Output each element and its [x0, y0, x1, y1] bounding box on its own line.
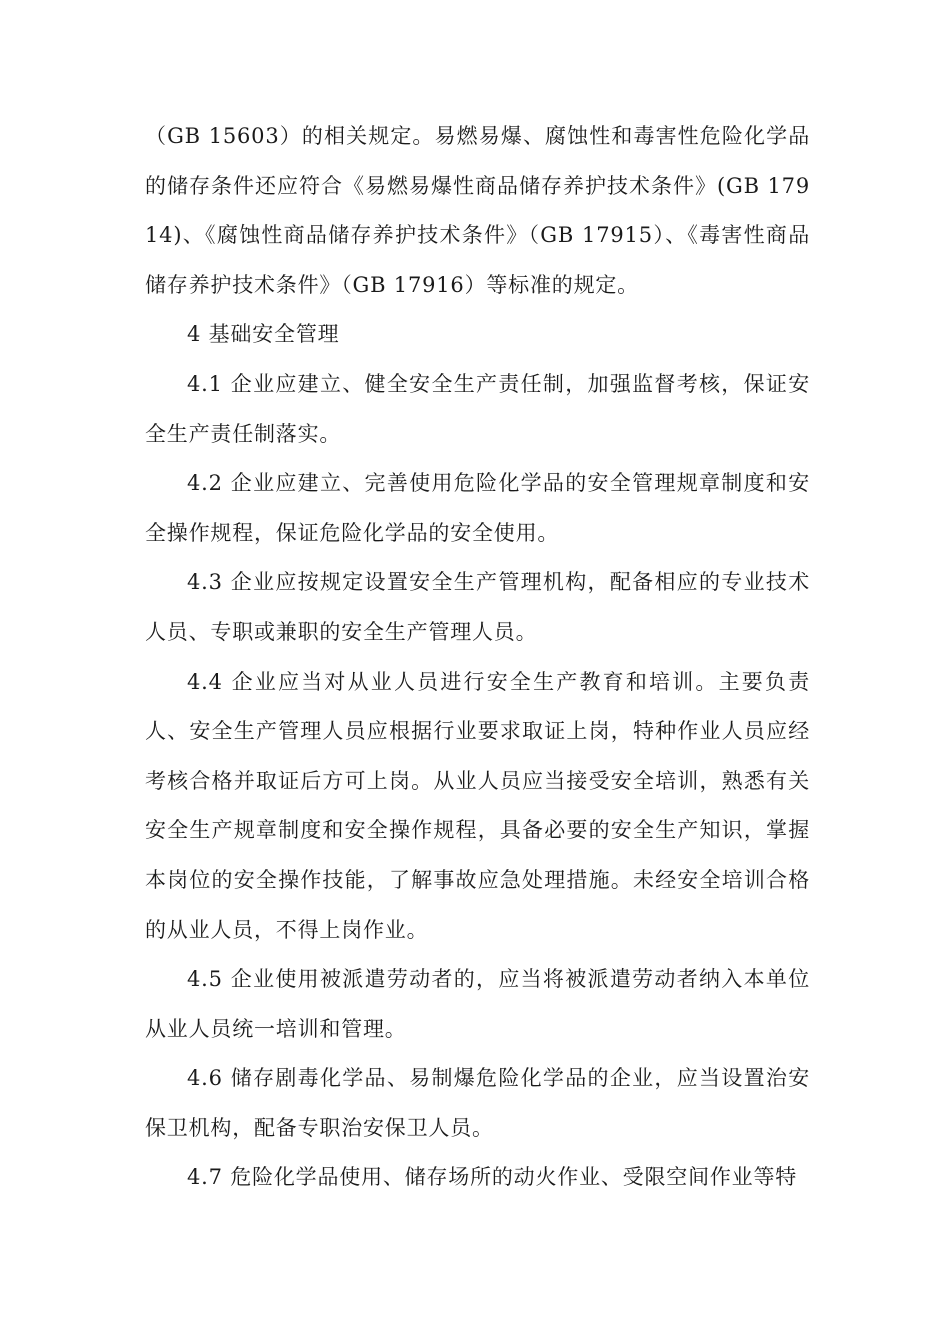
clause-4-4: 4.4 企业应当对从业人员进行安全生产教育和培训。主要负责人、安全生产管理人员应根据行业要求取证上岗，特种作业人员应经考核合格并取证后方可上岗。从业人员应当接受安全培训，熟悉有关安全生产规章制度和安全操作规程，具备必要的安全生产知识，掌握本岗位的安全操作技能，了解事故应急处理措施。未经安全培训合格的从业人员，不得上岗作业。	[145, 669, 810, 942]
clause-4-2: 4.2 企业应建立、完善使用危险化学品的安全管理规章制度和安全操作规程，保证危险化学品的安全使用。	[145, 471, 810, 545]
clause-4-6: 4.6 储存剧毒化学品、易制爆危险化学品的企业，应当设置治安保卫机构，配备专职治安保卫人员。	[145, 1066, 810, 1140]
clause-4-5: 4.5 企业使用被派遣劳动者的，应当将被派遣劳动者纳入本单位从业人员统一培训和管理。	[145, 967, 810, 1041]
section-heading-basic-safety-management: 4 基础安全管理	[187, 322, 340, 347]
paragraph-storage-standards: （GB 15603）的相关规定。易燃易爆、腐蚀性和毒害性危险化学品的储存条件还应符合《易燃易爆性商品储存养护技术条件》(GB 17914)、《腐蚀性商品储存养护技术条件》（GB 17915）、《毒害性商品储存养护技术条件》（GB 17916）等标准的规定。	[145, 124, 810, 297]
clause-4-3: 4.3 企业应按规定设置安全生产管理机构，配备相应的专业技术人员、专职或兼职的安全生产管理人员。	[145, 570, 810, 644]
clause-4-1: 4.1 企业应建立、健全安全生产责任制，加强监督考核，保证安全生产责任制落实。	[145, 371, 810, 446]
clause-4-7: 4.7 危险化学品使用、储存场所的动火作业、受限空间作业等特	[187, 1165, 798, 1190]
document-body	[145, 112, 810, 1203]
